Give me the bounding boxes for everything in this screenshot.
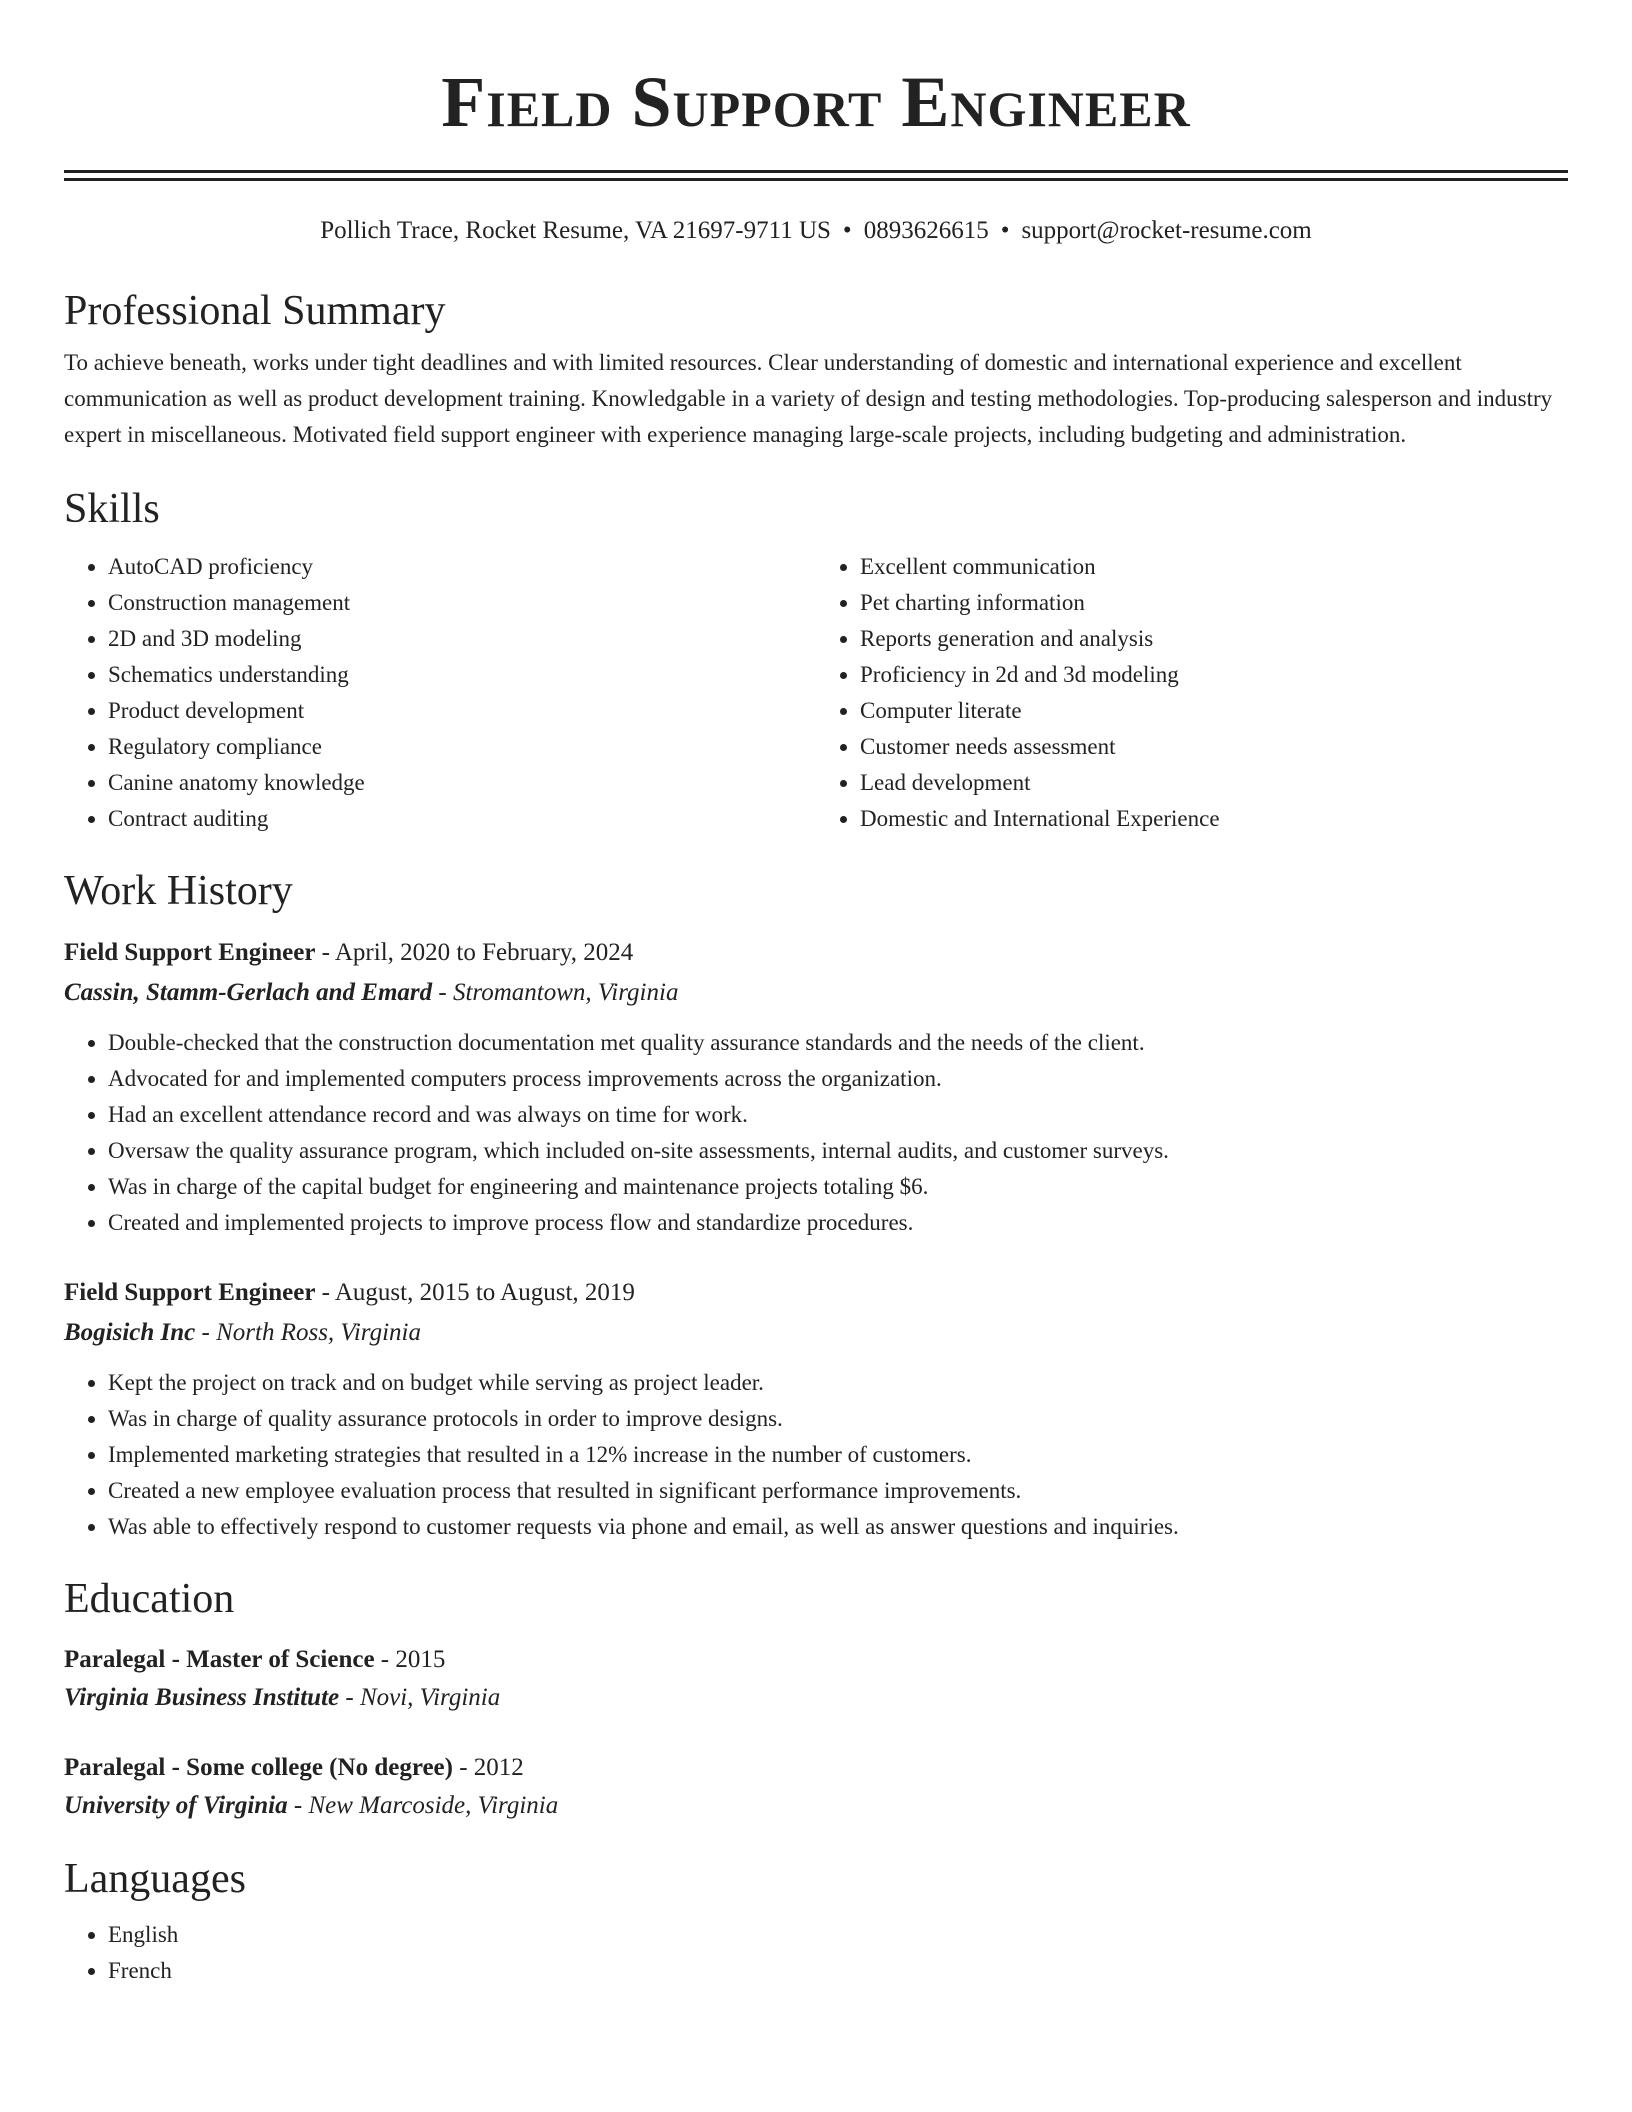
title-divider bbox=[64, 170, 1568, 181]
job-bullet: • Was in charge of quality assurance protocols in order to improve designs. bbox=[108, 1401, 1568, 1437]
contact-email: support@rocket-resume.com bbox=[1021, 217, 1312, 244]
skill-item: • Construction management bbox=[108, 585, 816, 621]
skill-item: • Computer literate bbox=[860, 693, 1568, 729]
education-location: - New Marcoside, Virginia bbox=[287, 1792, 559, 1819]
skills-columns bbox=[64, 549, 1568, 837]
skill-item: • Lead development bbox=[860, 765, 1568, 801]
skill-item: • 2D and 3D modeling bbox=[108, 621, 816, 657]
job-location: - North Ross, Virginia bbox=[195, 1319, 421, 1346]
skill-item: • Excellent communication bbox=[860, 549, 1568, 585]
contact-separator: • bbox=[1000, 217, 1010, 244]
skill-item: • Regulatory compliance bbox=[108, 729, 816, 765]
job-bullet: • Created a new employee evaluation process that resulted in significant performance improvements. bbox=[108, 1473, 1568, 1509]
skill-item: • Product development bbox=[108, 693, 816, 729]
divider-line-bottom bbox=[64, 178, 1568, 181]
resume-title: Field Support Engineer bbox=[441, 62, 1191, 142]
work-history-heading: Work History bbox=[64, 868, 293, 914]
skill-item: • Proficiency in 2d and 3d modeling bbox=[860, 657, 1568, 693]
skill-item: • Customer needs assessment bbox=[860, 729, 1568, 765]
education-year: - 2012 bbox=[452, 1754, 524, 1781]
contact-line bbox=[64, 215, 1568, 247]
job-bullets bbox=[64, 1025, 1568, 1241]
skill-item: • Reports generation and analysis bbox=[860, 621, 1568, 657]
job-bullet: • Kept the project on track and on budget while serving as project leader. bbox=[108, 1365, 1568, 1401]
summary-text: To achieve beneath, works under tight deadlines and with limited resources. Clear understanding of domestic and international experience and excellent communication as well as product development training. Knowledgable in a variety of design and testing methodologies. Top-producing salesperson and industry expert in miscellaneous. Motivated field support engineer with experience managing large-scale projects, including budgeting and administration. bbox=[64, 350, 1553, 447]
job-bullets bbox=[64, 1365, 1568, 1545]
languages-list bbox=[64, 1917, 1568, 1989]
job-bullet: • Created and implemented projects to improve process flow and standardize procedures. bbox=[108, 1205, 1568, 1241]
skill-item: • Canine anatomy knowledge bbox=[108, 765, 816, 801]
job-bullet: • Was in charge of the capital budget for engineering and maintenance projects totaling $6. bbox=[108, 1169, 1568, 1205]
education-degree-line bbox=[64, 1641, 1568, 1679]
skills-heading: Skills bbox=[64, 486, 160, 532]
job-bullet: • Implemented marketing strategies that resulted in a 12% increase in the number of customers. bbox=[108, 1437, 1568, 1473]
education-degree-line bbox=[64, 1749, 1568, 1787]
education-school-line bbox=[64, 1787, 1568, 1825]
summary-heading: Professional Summary bbox=[64, 288, 446, 334]
job-bullet: • Had an excellent attendance record and was always on time for work. bbox=[108, 1097, 1568, 1133]
job-bullet: • Was able to effectively respond to customer requests via phone and email, as well as answer questions and inquiries. bbox=[108, 1509, 1568, 1545]
job-bullet: • Oversaw the quality assurance program, which included on-site assessments, internal audits, and customer surveys. bbox=[108, 1133, 1568, 1169]
education-degree: Paralegal - Some college (No degree) bbox=[64, 1754, 453, 1781]
languages-heading: Languages bbox=[64, 1856, 246, 1902]
language-item: • French bbox=[108, 1953, 1568, 1989]
education-heading: Education bbox=[64, 1576, 235, 1622]
job-title: Field Support Engineer bbox=[64, 1279, 316, 1306]
job-company-line bbox=[64, 973, 1568, 1013]
job-title-line bbox=[64, 933, 1568, 973]
education-school-line bbox=[64, 1679, 1568, 1717]
job-company: Bogisich Inc bbox=[64, 1319, 196, 1346]
skill-item: • Contract auditing bbox=[108, 801, 816, 837]
skills-list-left bbox=[64, 549, 816, 837]
job-company: Cassin, Stamm-Gerlach and Emard bbox=[64, 979, 433, 1006]
job-bullet: • Double-checked that the construction documentation met quality assurance standards and the needs of the client. bbox=[108, 1025, 1568, 1061]
job-company-line bbox=[64, 1313, 1568, 1353]
job-title-line bbox=[64, 1273, 1568, 1313]
skill-item: • AutoCAD proficiency bbox=[108, 549, 816, 585]
job-dates: - August, 2015 to August, 2019 bbox=[315, 1279, 635, 1306]
skill-item: • Schematics understanding bbox=[108, 657, 816, 693]
education-degree: Paralegal - Master of Science bbox=[64, 1646, 375, 1673]
skill-item: • Domestic and International Experience bbox=[860, 801, 1568, 837]
job-entry bbox=[64, 1273, 1568, 1545]
job-location: - Stromantown, Virginia bbox=[432, 979, 679, 1006]
education-year: - 2015 bbox=[374, 1646, 446, 1673]
divider-line-top bbox=[64, 170, 1568, 173]
job-dates: - April, 2020 to February, 2024 bbox=[315, 939, 634, 966]
job-entry bbox=[64, 933, 1568, 1241]
job-title: Field Support Engineer bbox=[64, 939, 316, 966]
skills-list-right bbox=[816, 549, 1568, 837]
education-entry bbox=[64, 1749, 1568, 1825]
education-school: University of Virginia bbox=[64, 1792, 288, 1819]
education-entry bbox=[64, 1641, 1568, 1717]
skill-item: • Pet charting information bbox=[860, 585, 1568, 621]
contact-phone: 0893626615 bbox=[863, 217, 989, 244]
language-item: • English bbox=[108, 1917, 1568, 1953]
contact-separator: • bbox=[842, 217, 852, 244]
contact-address: Pollich Trace, Rocket Resume, VA 21697-9711 US bbox=[320, 217, 831, 244]
education-location: - Novi, Virginia bbox=[339, 1684, 501, 1711]
education-school: Virginia Business Institute bbox=[64, 1684, 340, 1711]
job-bullet: • Advocated for and implemented computers process improvements across the organization. bbox=[108, 1061, 1568, 1097]
